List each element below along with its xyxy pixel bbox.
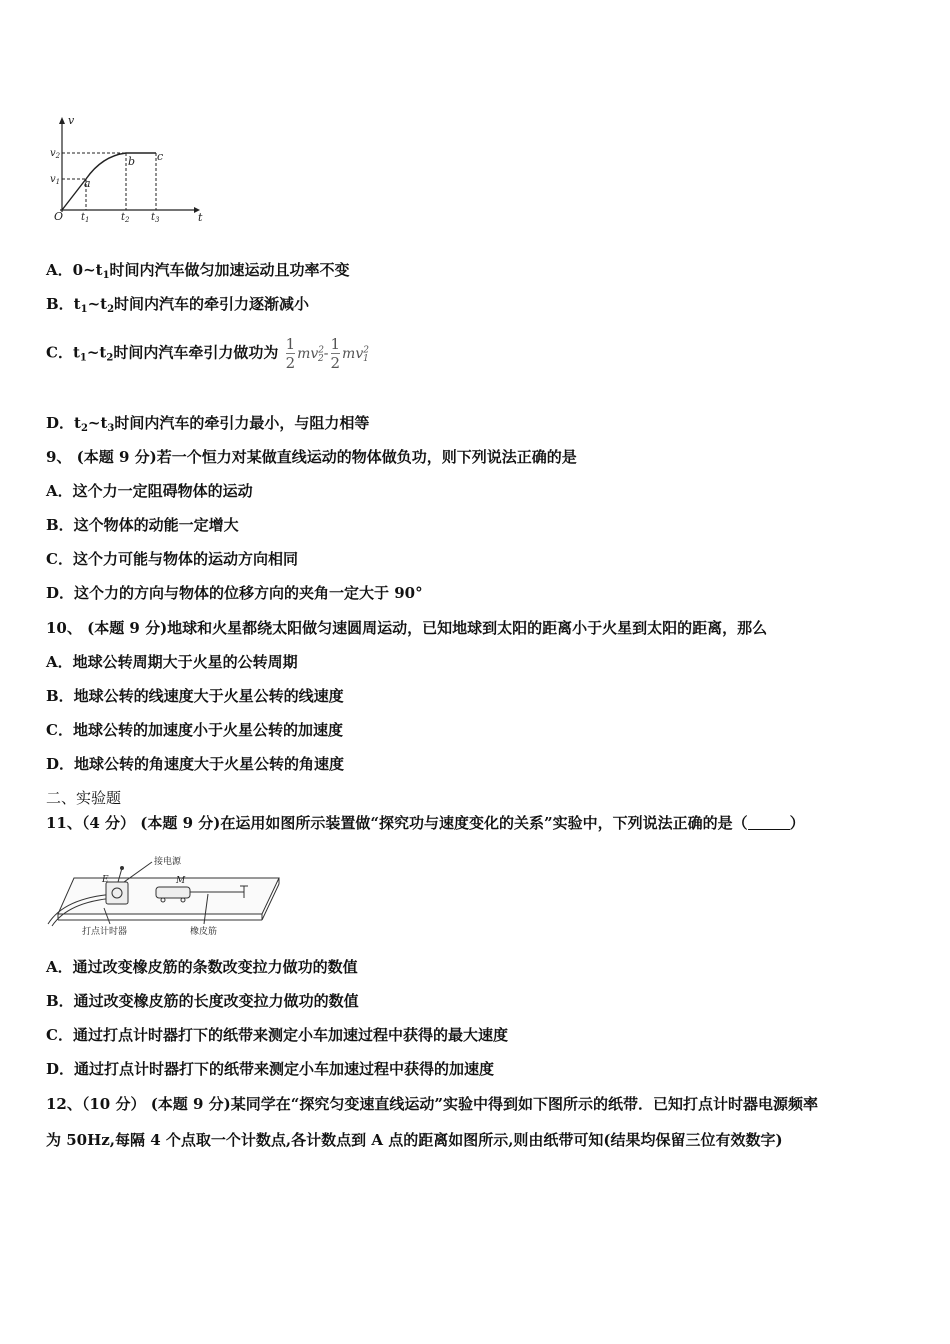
- q9-option-a: A．这个力一定阻碍物体的运动: [46, 482, 253, 500]
- q10-option-b: B．地球公转的线速度大于火星公转的线速度: [46, 687, 344, 705]
- q12-stem-line1: 12、（10 分） (本题 9 分)某同学在“探究匀变速直线运动”实验中得到如下图所示的纸带．已知打点计时器电源频率: [46, 1095, 819, 1113]
- term-mv1-squared: $mv^2_1$: [342, 345, 369, 365]
- point-a-label: a: [84, 177, 91, 190]
- term-mv2-squared: $mv^2_2$: [297, 345, 325, 365]
- q11-stem: 11、（4 分） (本题 9 分)在运用如图所示装置做“探究功与速度变化的关系”实验中，下列说法正确的是（ ）: [46, 814, 805, 832]
- t3-label: $t_3$: [151, 212, 160, 224]
- q11-option-c: C．通过打点计时器打下的纸带来测定小车加速过程中获得的最大速度: [46, 1026, 508, 1044]
- fraction-1: $\frac{1}{2}$: [285, 335, 296, 373]
- fraction-2: $\frac{1}{2}$: [330, 335, 341, 373]
- cart: [156, 887, 190, 898]
- q8-option-c: C．$t_1\sim t_2$时间内汽车牵引力做功为 $\frac{1}{2}$ $mv^2_2-$ $\frac{1}{2}$ $mv^2_1$: [46, 335, 369, 373]
- q8-option-a: A．$0\sim t_1$时间内汽车做匀加速运动且功率不变: [46, 261, 350, 281]
- power-label: 接电源: [154, 857, 182, 867]
- label-M: M: [176, 876, 186, 886]
- q10-option-a: A．地球公转周期大于火星的公转周期: [46, 653, 298, 671]
- v2-label: $v_2$: [50, 148, 61, 160]
- timer-label: 打点计时器: [82, 927, 128, 937]
- v-axis-arrow: [59, 117, 65, 124]
- answer-blank: [748, 815, 790, 830]
- vt-graph: [48, 112, 218, 224]
- q11-option-d: D．通过打点计时器打下的纸带来测定小车加速过程中获得的加速度: [46, 1060, 495, 1078]
- t2-label: $t_2$: [121, 212, 130, 224]
- q11-option-a: A．通过改变橡皮筋的条数改变拉力做功的数值: [46, 958, 358, 976]
- point-c-label: c: [157, 150, 164, 163]
- q11-option-b: B．通过改变橡皮筋的长度改变拉力做功的数值: [46, 992, 359, 1010]
- q10-stem: 10、 (本题 9 分)地球和火星都绕太阳做匀速圆周运动，已知地球到太阳的距离小于火星到太阳的距离，那么: [46, 619, 768, 637]
- band-label: 橡皮筋: [190, 927, 218, 937]
- apparatus-figure: [44, 852, 289, 938]
- q9-stem: 9、 (本题 9 分)若一个恒力对某做直线运动的物体做负功，则下列说法正确的是: [46, 448, 577, 466]
- q9-option-d: D．这个力的方向与物体的位移方向的夹角一定大于 90°: [46, 584, 423, 602]
- origin-label: O: [54, 210, 64, 223]
- timer: [106, 882, 128, 904]
- axis-t-label: t: [198, 211, 203, 224]
- label-E: E: [102, 875, 109, 885]
- q10-option-c: C．地球公转的加速度小于火星公转的加速度: [46, 721, 343, 739]
- t1-label: $t_1$: [81, 212, 90, 224]
- axis-v-label: v: [68, 114, 75, 127]
- velocity-curve: [62, 153, 156, 210]
- section-heading: 二、实验题: [46, 789, 122, 807]
- point-b-label: b: [128, 155, 136, 168]
- q9-option-c: C．这个力可能与物体的运动方向相同: [46, 550, 298, 568]
- q10-option-d: D．地球公转的角速度大于火星公转的角速度: [46, 755, 345, 773]
- q12-stem-line2: 为 50Hz,每隔 4 个点取一个计数点,各计数点到 A 点的距离如图所示,则由纸带可知(结果均保留三位有效数字): [46, 1131, 783, 1149]
- q8-option-b: B．$t_1\sim t_2$时间内汽车的牵引力逐渐减小: [46, 295, 310, 315]
- v1-label: $v_1$: [50, 174, 61, 186]
- q9-option-b: B．这个物体的动能一定增大: [46, 516, 239, 534]
- q8-option-d: D．$t_2\sim t_3$时间内汽车的牵引力最小，与阻力相等: [46, 414, 370, 434]
